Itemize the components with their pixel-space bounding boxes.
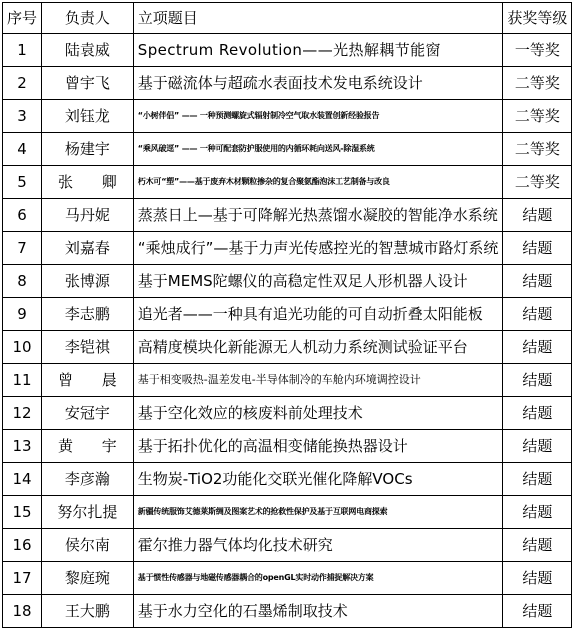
row-leader: 安冠宇 bbox=[42, 397, 134, 430]
table-row bbox=[3, 232, 572, 265]
table-row bbox=[3, 67, 572, 100]
row-leader: 陆袁威 bbox=[42, 34, 134, 67]
row-title: 高精度模块化新能源无人机动力系统测试验证平台 bbox=[133, 331, 503, 364]
row-leader: 黎庭琬 bbox=[42, 562, 134, 595]
table-row bbox=[3, 562, 572, 595]
row-number: 16 bbox=[3, 529, 42, 562]
row-title: Spectrum Revolution——光热解耦节能窗 bbox=[133, 34, 503, 67]
row-award: 结题 bbox=[503, 199, 572, 232]
row-title: 基于MEMS陀螺仪的高稳定性双足人形机器人设计 bbox=[133, 265, 503, 298]
row-title: “小树伴侣” —— 一种预测螺旋式辐射制冷空气取水装置创新经验报告 bbox=[133, 100, 503, 133]
row-number: 1 bbox=[3, 34, 42, 67]
table-row bbox=[3, 496, 572, 529]
row-title: 基于空化效应的核废料前处理技术 bbox=[133, 397, 503, 430]
row-leader: 刘嘉春 bbox=[42, 232, 134, 265]
row-number: 13 bbox=[3, 430, 42, 463]
row-number: 15 bbox=[3, 496, 42, 529]
table-row bbox=[3, 430, 572, 463]
row-leader: 王大鹏 bbox=[42, 595, 134, 628]
row-title: “乘烛成行”—基于力声光传感控光的智慧城市路灯系统 bbox=[133, 232, 503, 265]
row-award: 结题 bbox=[503, 364, 572, 397]
row-title: 新疆传统服饰艾德莱斯绸及图案艺术的抢救性保护及基于互联网电商探索 bbox=[133, 496, 503, 529]
row-title: “乘风破逕” —— 一种可配套防护服使用的内循环耗向送风-除湿系统 bbox=[133, 133, 503, 166]
row-award: 二等奖 bbox=[503, 100, 572, 133]
row-number: 3 bbox=[3, 100, 42, 133]
row-title: 基于惯性传感器与地磁传感器耦合的openGL实时动作捕捉解决方案 bbox=[133, 562, 503, 595]
row-leader: 张博源 bbox=[42, 265, 134, 298]
row-leader: 李铠祺 bbox=[42, 331, 134, 364]
table-row bbox=[3, 397, 572, 430]
header-title: 立项题目 bbox=[133, 3, 503, 34]
row-number: 11 bbox=[3, 364, 42, 397]
row-title: 追光者——一种具有追光功能的可自动折叠太阳能板 bbox=[133, 298, 503, 331]
row-number: 6 bbox=[3, 199, 42, 232]
row-title: 朽木可“塑”——基于废弃木材颗粒掺杂的复合聚氨酯泡沫工艺制备与改良 bbox=[133, 166, 503, 199]
table-row bbox=[3, 595, 572, 628]
row-leader: 曾宇飞 bbox=[42, 67, 134, 100]
table-row bbox=[3, 331, 572, 364]
header-no: 序号 bbox=[3, 3, 42, 34]
row-title: 生物炭-TiO2功能化交联光催化降解VOCs bbox=[133, 463, 503, 496]
row-title: 基于水力空化的石墨烯制取技术 bbox=[133, 595, 503, 628]
row-leader: 马丹妮 bbox=[42, 199, 134, 232]
row-award: 一等奖 bbox=[503, 34, 572, 67]
row-leader: 黄 宇 bbox=[42, 430, 134, 463]
row-leader: 侯尔南 bbox=[42, 529, 134, 562]
row-award: 二等奖 bbox=[503, 133, 572, 166]
row-leader: 张 卿 bbox=[42, 166, 134, 199]
table-row bbox=[3, 133, 572, 166]
row-award: 结题 bbox=[503, 265, 572, 298]
header-row bbox=[3, 3, 572, 34]
table-row bbox=[3, 529, 572, 562]
row-leader: 努尔扎提 bbox=[42, 496, 134, 529]
row-leader: 刘钰龙 bbox=[42, 100, 134, 133]
table-row bbox=[3, 199, 572, 232]
row-award: 二等奖 bbox=[503, 67, 572, 100]
row-leader: 李志鹏 bbox=[42, 298, 134, 331]
row-award: 结题 bbox=[503, 298, 572, 331]
row-number: 10 bbox=[3, 331, 42, 364]
row-number: 5 bbox=[3, 166, 42, 199]
table-row bbox=[3, 34, 572, 67]
row-title: 蒸蒸日上—基于可降解光热蒸馏水凝胶的智能净水系统 bbox=[133, 199, 503, 232]
row-title: 霍尔推力器气体均化技术研究 bbox=[133, 529, 503, 562]
row-number: 9 bbox=[3, 298, 42, 331]
row-number: 14 bbox=[3, 463, 42, 496]
row-number: 12 bbox=[3, 397, 42, 430]
table-row bbox=[3, 364, 572, 397]
row-leader: 曾 晨 bbox=[42, 364, 134, 397]
row-award: 二等奖 bbox=[503, 166, 572, 199]
table-row bbox=[3, 265, 572, 298]
row-leader: 李彦瀚 bbox=[42, 463, 134, 496]
row-title: 基于磁流体与超疏水表面技术发电系统设计 bbox=[133, 67, 503, 100]
table-row bbox=[3, 100, 572, 133]
header-award: 获奖等级 bbox=[503, 3, 572, 34]
row-number: 2 bbox=[3, 67, 42, 100]
row-number: 8 bbox=[3, 265, 42, 298]
row-leader: 杨建宇 bbox=[42, 133, 134, 166]
row-award: 结题 bbox=[503, 496, 572, 529]
row-award: 结题 bbox=[503, 562, 572, 595]
awards-table bbox=[2, 2, 572, 628]
table-row bbox=[3, 166, 572, 199]
row-award: 结题 bbox=[503, 529, 572, 562]
row-award: 结题 bbox=[503, 463, 572, 496]
header-leader: 负责人 bbox=[42, 3, 134, 34]
row-award: 结题 bbox=[503, 430, 572, 463]
row-award: 结题 bbox=[503, 595, 572, 628]
row-title: 基于拓扑优化的高温相变储能换热器设计 bbox=[133, 430, 503, 463]
row-title: 基于相变吸热-温差发电-半导体制冷的车舱内环境调控设计 bbox=[133, 364, 503, 397]
row-number: 4 bbox=[3, 133, 42, 166]
row-award: 结题 bbox=[503, 397, 572, 430]
row-award: 结题 bbox=[503, 331, 572, 364]
row-number: 18 bbox=[3, 595, 42, 628]
row-award: 结题 bbox=[503, 232, 572, 265]
table-row bbox=[3, 298, 572, 331]
table-row bbox=[3, 463, 572, 496]
row-number: 17 bbox=[3, 562, 42, 595]
row-number: 7 bbox=[3, 232, 42, 265]
